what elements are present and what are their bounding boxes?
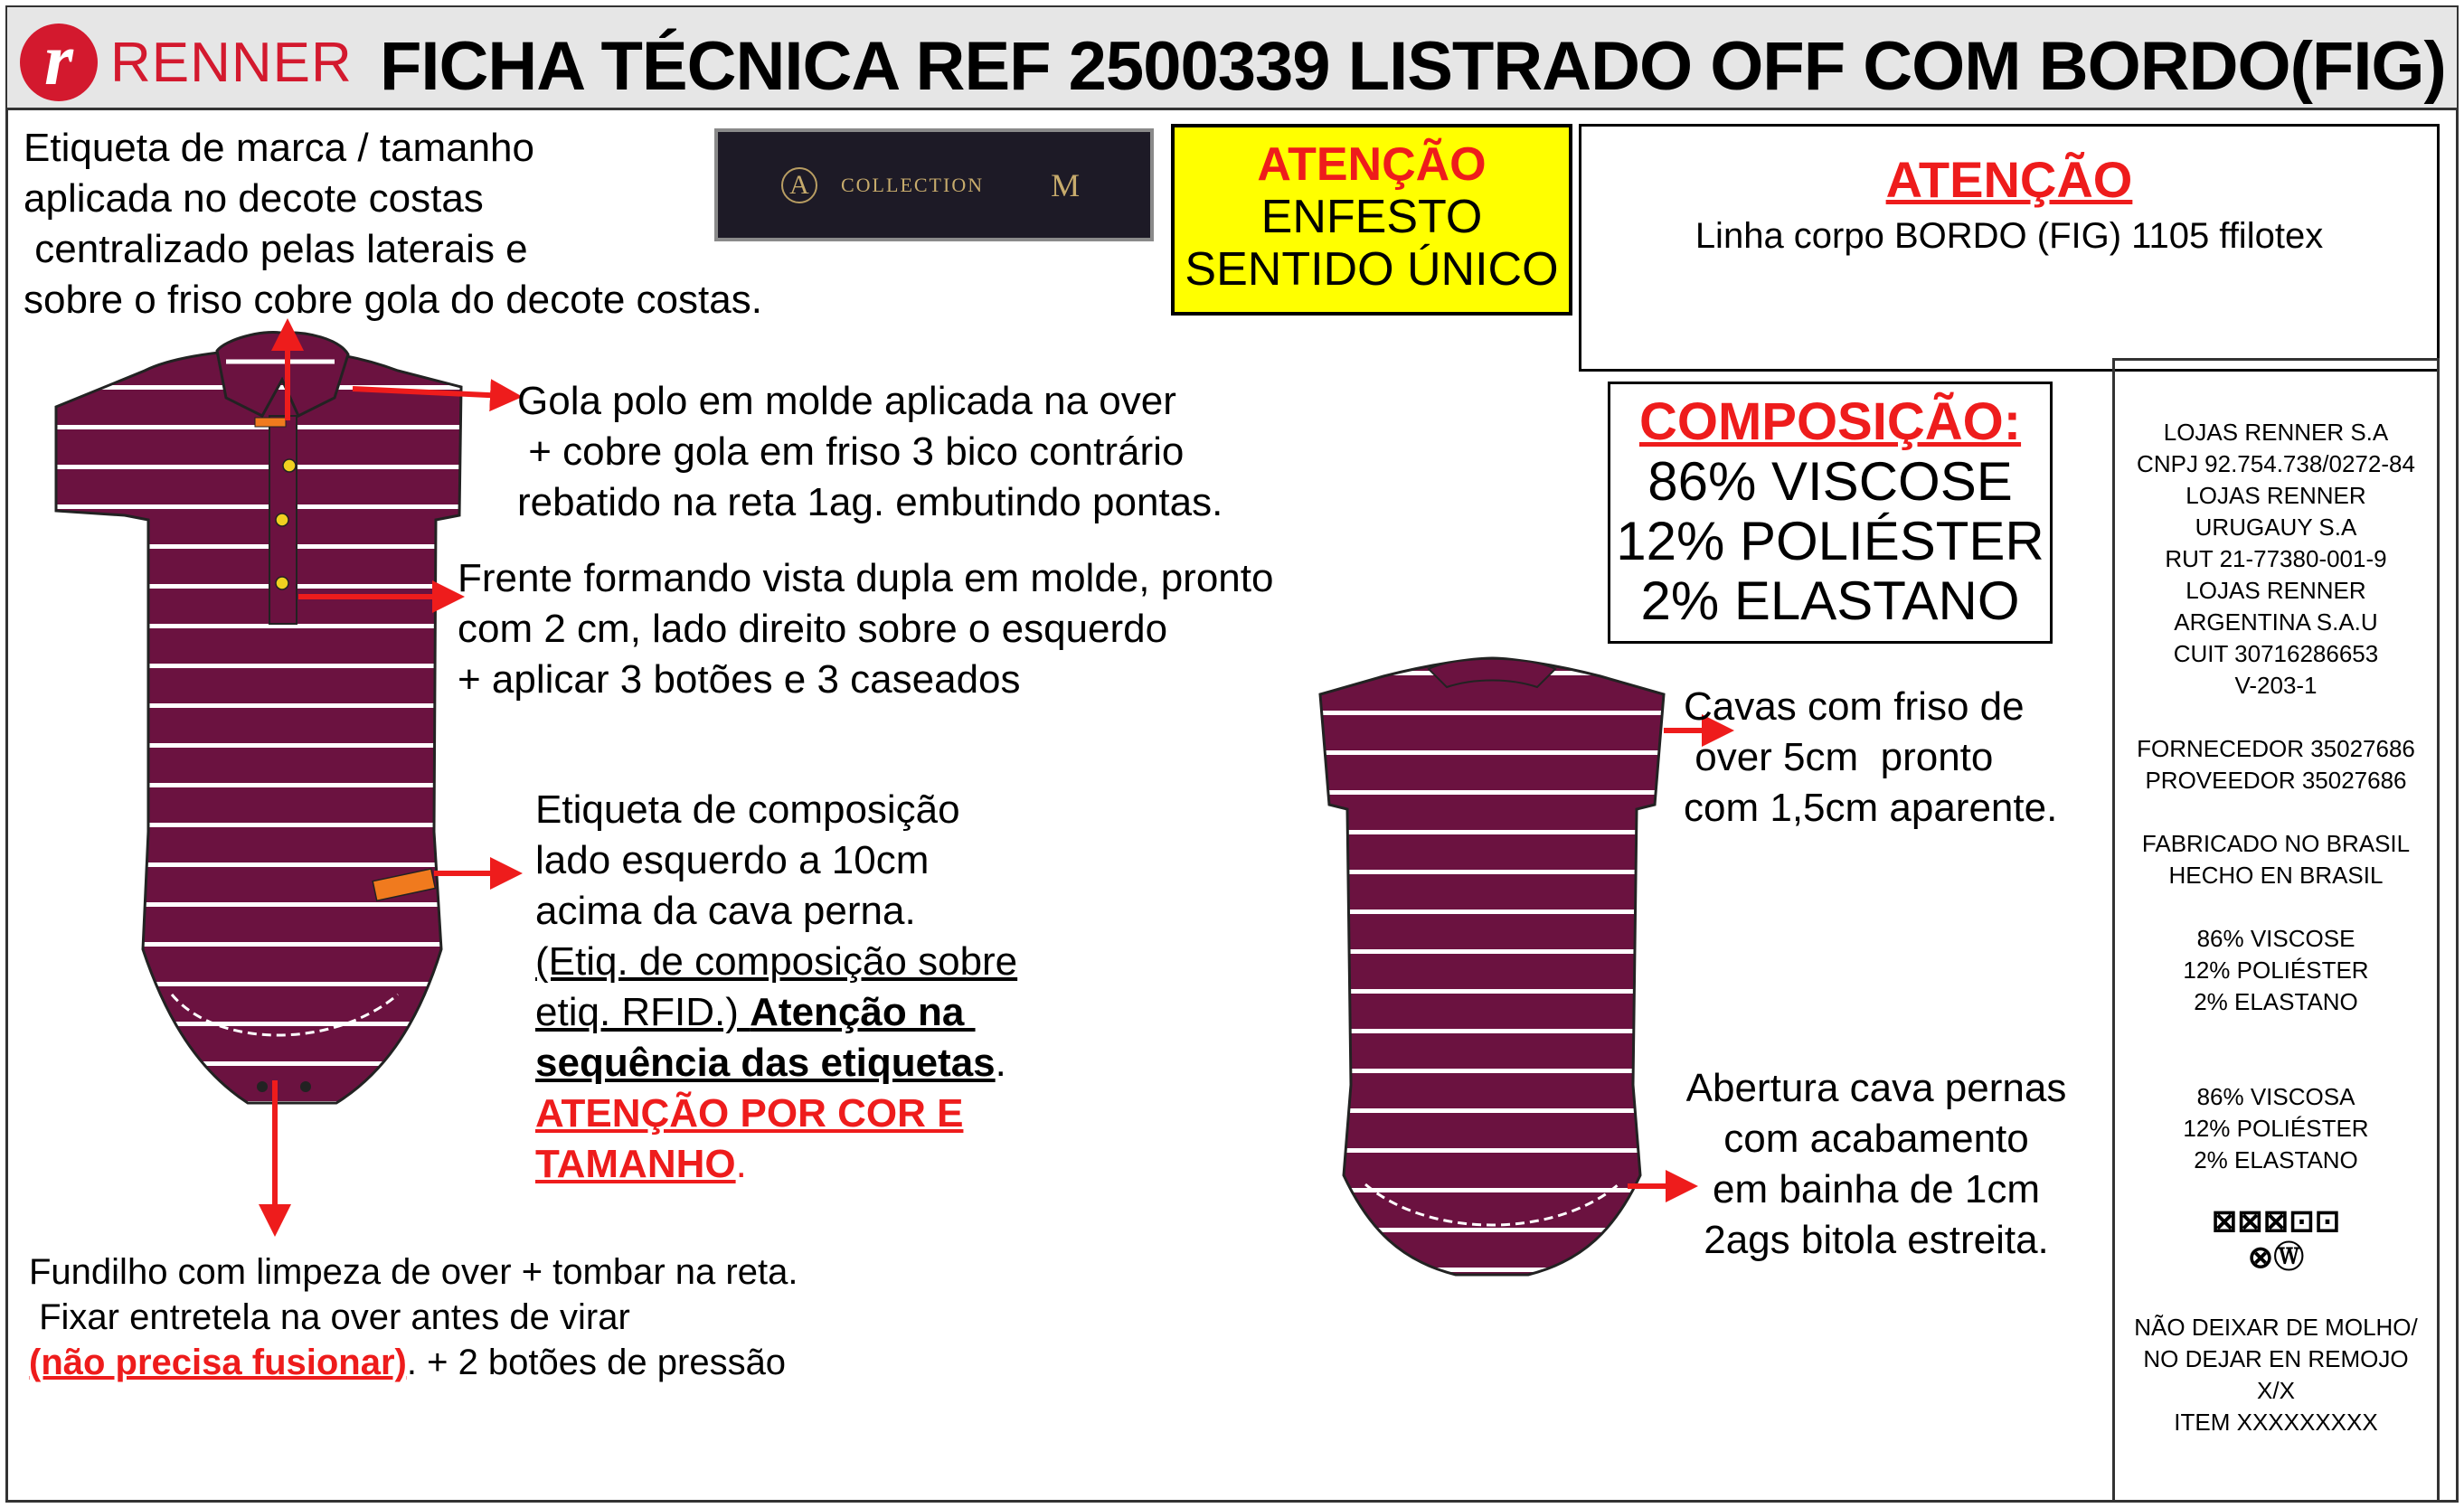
note-bold-segment: sequência das etiquetas xyxy=(535,1041,996,1085)
care-label-line: FABRICADO NO BRASIL xyxy=(2141,830,2411,857)
note-line: com 2 cm, lado direito sobre o esquerdo xyxy=(458,607,1168,651)
care-label-line: URUGAUY S.A xyxy=(2195,514,2357,541)
collar-note xyxy=(517,376,1223,528)
note-line: aplicada no decote costas xyxy=(24,176,484,221)
note-line: Etiqueta de composição xyxy=(535,787,960,832)
note-line xyxy=(535,1038,1017,1089)
care-label-line: ITEM XXXXXXXXX xyxy=(2174,1409,2378,1436)
attention-title: ATENÇÃO xyxy=(1885,151,2133,208)
care-label-line: 86% VISCOSE xyxy=(2196,925,2355,952)
note-line: com 1,5cm aparente. xyxy=(1684,786,2058,830)
page-title: FICHA TÉCNICA REF 2500339 LISTRADO OFF COM BORDO(FIG) xyxy=(380,28,2446,105)
note-line: lado esquerdo a 10cm xyxy=(535,838,930,882)
armhole-note xyxy=(1684,682,2057,834)
note-line: Gola polo em molde aplicada na over xyxy=(517,379,1176,423)
note-line: + aplicar 3 botões e 3 caseados xyxy=(458,657,1021,702)
warning-line: ENFESTO xyxy=(1260,191,1483,243)
note-red-segment: TAMANHO xyxy=(535,1142,736,1186)
wash-symbols-icon: ⊠⊠⊠⊡⊡ xyxy=(2211,1204,2341,1239)
note-line: Abertura cava pernas xyxy=(1685,1066,2067,1110)
note-line: over 5cm pronto xyxy=(1684,735,1994,779)
composition-title: COMPOSIÇÃO: xyxy=(1638,392,2022,451)
note-line xyxy=(535,1089,1017,1139)
warning-line: SENTIDO ÚNICO xyxy=(1185,243,1559,296)
note-line xyxy=(535,1139,1017,1190)
care-label-line: 12% POLIÉSTER xyxy=(2183,1115,2369,1142)
note-line: Fundilho com limpeza de over + tombar na reta. xyxy=(29,1252,798,1292)
care-label-line: CUIT 30716286653 xyxy=(2173,640,2379,667)
composition-line: 2% ELASTANO xyxy=(1640,570,2020,631)
note-line: acima da cava perna. xyxy=(535,889,916,933)
care-label-line: V-203-1 xyxy=(2234,672,2318,699)
logo-text: RENNER xyxy=(110,31,353,94)
note-segment: . + 2 botões de pressão xyxy=(406,1343,787,1382)
note-line: Frente formando vista dupla em molde, pronto xyxy=(458,556,1274,600)
note-bold-segment: Atenção na xyxy=(750,990,976,1034)
care-label-line: ARGENTINA S.A.U xyxy=(2174,608,2378,636)
note-segment: etiq. RFID.) xyxy=(535,990,751,1034)
note-line: Fixar entretela na over antes de virar xyxy=(29,1297,630,1337)
note-segment: . xyxy=(735,1142,747,1186)
label-logo: A xyxy=(781,167,817,203)
leg-opening-note xyxy=(1655,1063,2098,1266)
note-line: Cavas com friso de xyxy=(1684,684,2025,729)
arrow-collar xyxy=(353,389,506,396)
attention-line: Linha corpo BORDO (FIG) 1105 ffilotex xyxy=(1695,216,2324,256)
note-line: Etiqueta de marca / tamanho xyxy=(24,126,534,170)
note-line: com acabamento xyxy=(1723,1117,2029,1161)
logo-mark: r xyxy=(20,24,98,101)
note-red-segment: (não precisa fusionar) xyxy=(29,1343,407,1382)
label-collection-text: COLLECTION xyxy=(841,173,985,196)
care-label-line: HECHO EN BRASIL xyxy=(2168,862,2384,889)
note-line xyxy=(29,1340,798,1385)
note-line: em bainha de 1cm xyxy=(1713,1167,2040,1211)
care-label-line: FORNECEDOR 35027686 xyxy=(2137,735,2415,762)
care-label-line: 2% ELASTANO xyxy=(2194,988,2358,1015)
composition-label-note xyxy=(535,785,1017,1190)
care-label-line: X/X xyxy=(2257,1377,2295,1404)
crotch-note xyxy=(29,1249,798,1385)
note-line: rebatido na reta 1ag. embutindo pontas. xyxy=(517,480,1223,524)
note-line: 2ags bitola estreita. xyxy=(1704,1218,2049,1262)
care-label-line: LOJAS RENNER xyxy=(2186,577,2366,604)
care-label-line: NÃO DEIXAR DE MOLHO/ xyxy=(2134,1314,2418,1341)
front-note xyxy=(458,553,1273,705)
dryclean-symbols-icon: ⊗Ⓦ xyxy=(2247,1240,2305,1275)
care-label-line: PROVEEDOR 35027686 xyxy=(2145,767,2407,794)
care-label-line: 86% VISCOSA xyxy=(2196,1083,2355,1110)
note-line: (Etiq. de composição sobre xyxy=(535,939,1018,984)
care-label-line: CNPJ 92.754.738/0272-84 xyxy=(2137,450,2415,477)
care-label-line: NO DEJAR EN REMOJO xyxy=(2143,1345,2409,1372)
note-line: + cobre gola em friso 3 bico contrário xyxy=(517,429,1185,474)
composition-line: 12% POLIÉSTER xyxy=(1616,511,2044,571)
label-size: M xyxy=(1051,166,1081,203)
care-label-line: 12% POLIÉSTER xyxy=(2183,957,2369,984)
warning-title: ATENÇÃO xyxy=(1257,138,1487,191)
care-label-line: 2% ELASTANO xyxy=(2194,1146,2358,1173)
care-label-line: LOJAS RENNER S.A xyxy=(2163,419,2389,446)
note-line: centralizado pelas laterais e xyxy=(24,227,528,271)
note-line xyxy=(535,987,1017,1038)
care-label-line: LOJAS RENNER xyxy=(2186,482,2366,509)
note-line: sobre o friso cobre gola do decote costas. xyxy=(24,278,762,322)
note-red-segment: ATENÇÃO POR COR E xyxy=(535,1091,964,1136)
care-label-line: RUT 21-77380-001-9 xyxy=(2165,545,2387,572)
note-segment: . xyxy=(995,1041,1006,1085)
composition-line: 86% VISCOSE xyxy=(1647,451,2013,512)
